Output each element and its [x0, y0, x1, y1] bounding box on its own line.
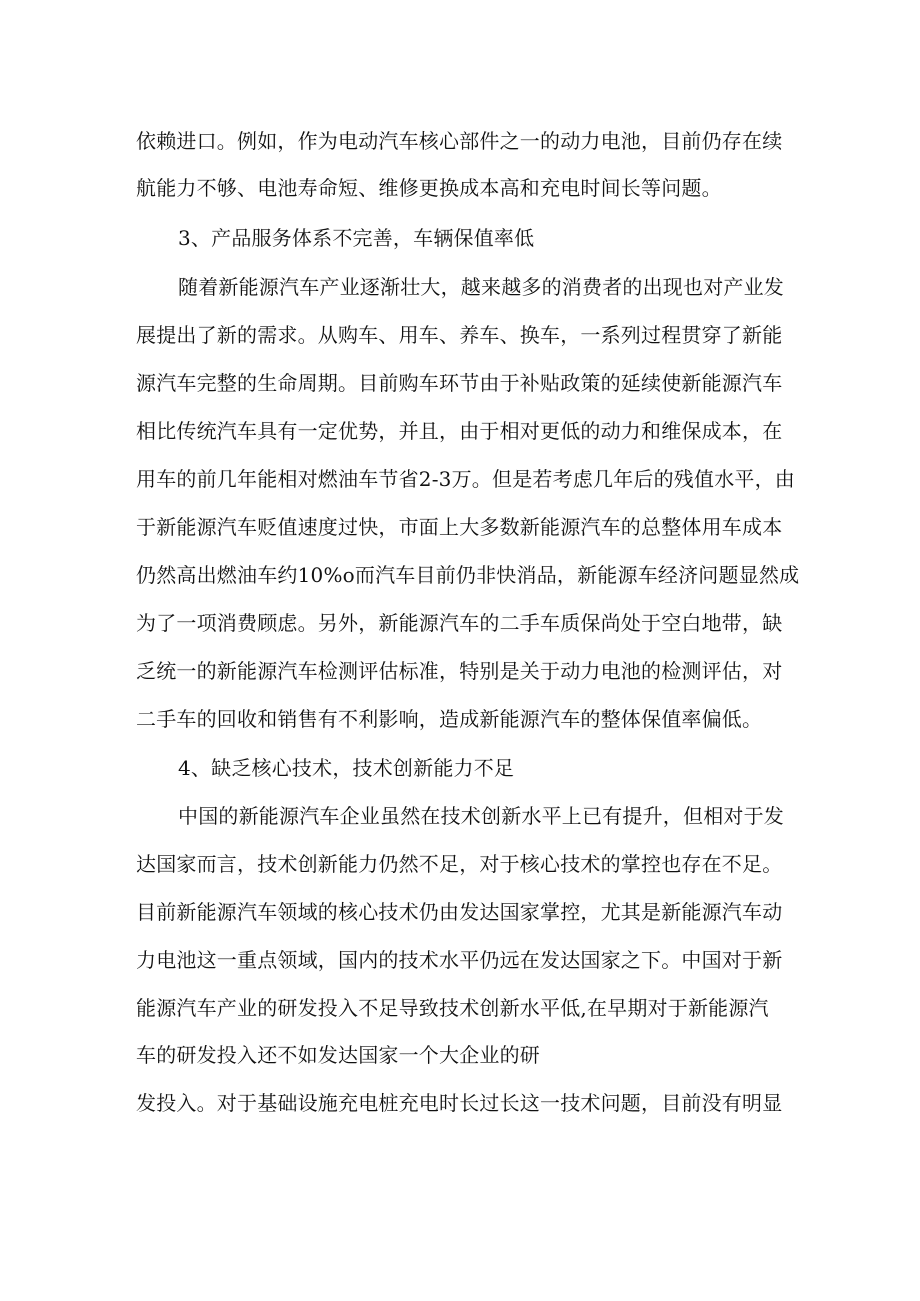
text-line: 相比传统汽车具有一定优势，并且，由于相对更低的动力和维保成本，在: [136, 419, 783, 443]
text-line: 用车的前几年能相对燃油车节省2-3万。但是若考虑几年后的残值水平，由: [136, 467, 796, 491]
text-line: 能源汽车产业的研发投入不足导致技术创新水平低,在早期对于新能源汽: [136, 996, 769, 1020]
text-line: 中国的新能源汽车企业虽然在技术创新水平上已有提升，但相对于发: [178, 804, 784, 828]
text-line: 源汽车完整的生命周期。目前购车环节由于补贴政策的延续使新能源汽车: [136, 371, 783, 395]
text-line: 发投入。对于基础设施充电桩充电时长过长这一技术问题，目前没有明显: [136, 1091, 783, 1115]
section-heading-4: 4、缺乏核心技术，技术创新能力不足: [178, 756, 515, 780]
text-line: 仍然高出燃油车约10%o而汽车目前仍非快消品，新能源车经济问题显然成: [136, 563, 800, 587]
text-line: 依赖进口。例如，作为电动汽车核心部件之一的动力电池，目前仍存在续: [136, 129, 783, 153]
text-line: 乏统一的新能源汽车检测评估标准，特别是关于动力电池的检测评估，对: [136, 659, 783, 683]
text-line: 随着新能源汽车产业逐渐壮大，越来越多的消费者的出现也对产业发: [178, 275, 784, 299]
text-line: 展提出了新的需求。从购车、用车、养车、换车，一系列过程贯穿了新能: [136, 323, 783, 347]
section-heading-3: 3、产品服务体系不完善，车辆保值率低: [178, 226, 535, 250]
text-line: 于新能源汽车贬值速度过快，市面上大多数新能源汽车的总整体用车成本: [136, 515, 783, 539]
text-line: 航能力不够、电池寿命短、维修更换成本高和充电时间长等问题。: [136, 176, 722, 200]
text-line: 力电池这一重点领域，国内的技术水平仍远在发达国家之下。中国对于新: [136, 948, 783, 972]
text-line: 二手车的回收和销售有不利影响，造成新能源汽车的整体保值率偏低。: [136, 707, 763, 731]
text-line: 达国家而言，技术创新能力仍然不足，对于核心技术的掌控也存在不足。: [136, 852, 783, 876]
text-line: 目前新能源汽车领域的核心技术仍由发达国家掌控，尤其是新能源汽车动: [136, 900, 783, 924]
text-line: 为了一项消费顾虑。另外，新能源汽车的二手车质保尚处于空白地带，缺: [136, 611, 783, 635]
text-line: 车的研发投入还不如发达国家一个大企业的研: [136, 1043, 540, 1067]
